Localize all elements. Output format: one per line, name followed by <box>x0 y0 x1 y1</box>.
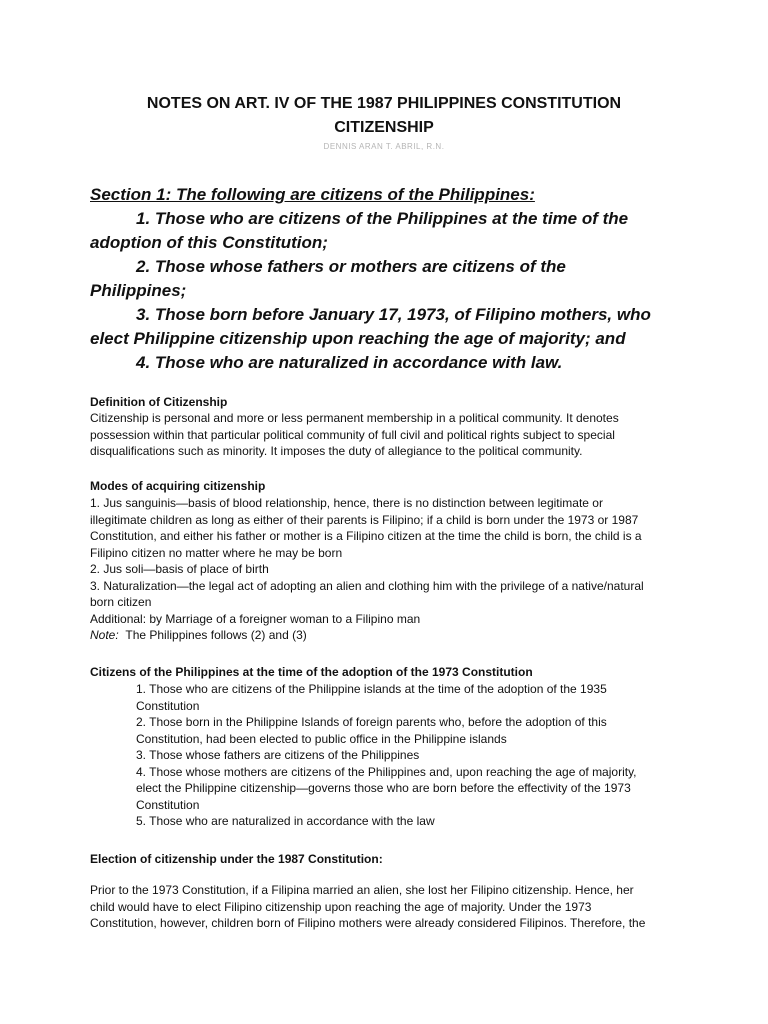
election-heading: Election of citizenship under the 1987 Constitution: <box>90 852 383 866</box>
election-paragraph: Prior to the 1973 Constitution, if a Filipina married an alien, she lost her Filipino citizenship. Hence, her child would have to elect Filipino citizenship upon reaching the age of majority. Under the 1973 Constitution, however, children born of Filipino mothers were already considered Filipinos. Therefore, the <box>90 883 646 930</box>
section1-item1-cont: adoption of this Constitution; <box>90 233 328 252</box>
definition-heading: Definition of Citizenship <box>90 395 228 409</box>
section1-item2-cont: Philippines; <box>90 281 187 300</box>
citizens1973-list: 1. Those who are citizens of the Philippine islands at the time of the adoption of the 1935 Constitution 2. Those born in the Philippine Islands of foreign parents who, before the adoption of this Constitution, had been elected to public office in the Philippine islands 3. Those whose fathers are citizens of the Philippines 4. Those whose mothers are citizens of the Philippines and, upon reaching the age of majority, elect the Philippine citizenship—governs those who are born before the effectivity of the 1973 Constitution 5. Those who are naturalized in accordance with the law <box>136 682 637 828</box>
citizens1973-heading: Citizens of the Philippines at the time of the adoption of the 1973 Constitution <box>90 665 533 679</box>
section1-item4: 4. Those who are naturalized in accordance with law. <box>136 353 563 372</box>
definition-paragraph: Citizenship is personal and more or less permanent membership in a political community. It denotes possession within that particular political community of full civil and political rights subject to special disqualifications such as minority. It imposes the duty of allegiance to the political community. <box>90 411 619 458</box>
modes-heading: Modes of acquiring citizenship <box>90 479 266 493</box>
section1-block <box>90 183 690 375</box>
document-title-line1: NOTES ON ART. IV OF THE 1987 PHILIPPINES CONSTITUTION <box>146 95 622 112</box>
section1-item1: 1. Those who are citizens of the Philippines at the time of the <box>136 209 629 228</box>
section1-item3: 3. Those born before January 17, 1973, of Filipino mothers, who <box>136 305 651 324</box>
section1-item2: 2. Those whose fathers or mothers are citizens of the <box>136 257 566 276</box>
author-line: DENNIS ARAN T. ABRIL, R.N. <box>323 142 445 151</box>
section1-heading: Section 1: The following are citizens of the Philippines: <box>90 185 535 204</box>
modes-note: Note: The Philippines follows (2) and (3) <box>90 628 307 642</box>
modes-paragraph: 1. Jus sanguinis—basis of blood relationship, hence, there is no distinction between legitimate or illegitimate children as long as either of their parents is Filipino; if a child is born under the 1973 or 1987 Constitution, and either his father or mother is a Filipino citizen at the time the child is born, the child is a Filipino citizen no matter where he may be born 2. Jus soli—basis of place of birth 3. Naturalization—the legal act of adopting an alien and clothing him with the privilege of a native/natural born citizen Additional: by Marriage of a foreigner woman to a Filipino man Note: The Philippines follows (2) and (3) <box>90 495 690 644</box>
document-title-line2: CITIZENSHIP <box>334 119 434 136</box>
section1-item3-cont: elect Philippine citizenship upon reaching the age of majority; and <box>90 329 626 348</box>
